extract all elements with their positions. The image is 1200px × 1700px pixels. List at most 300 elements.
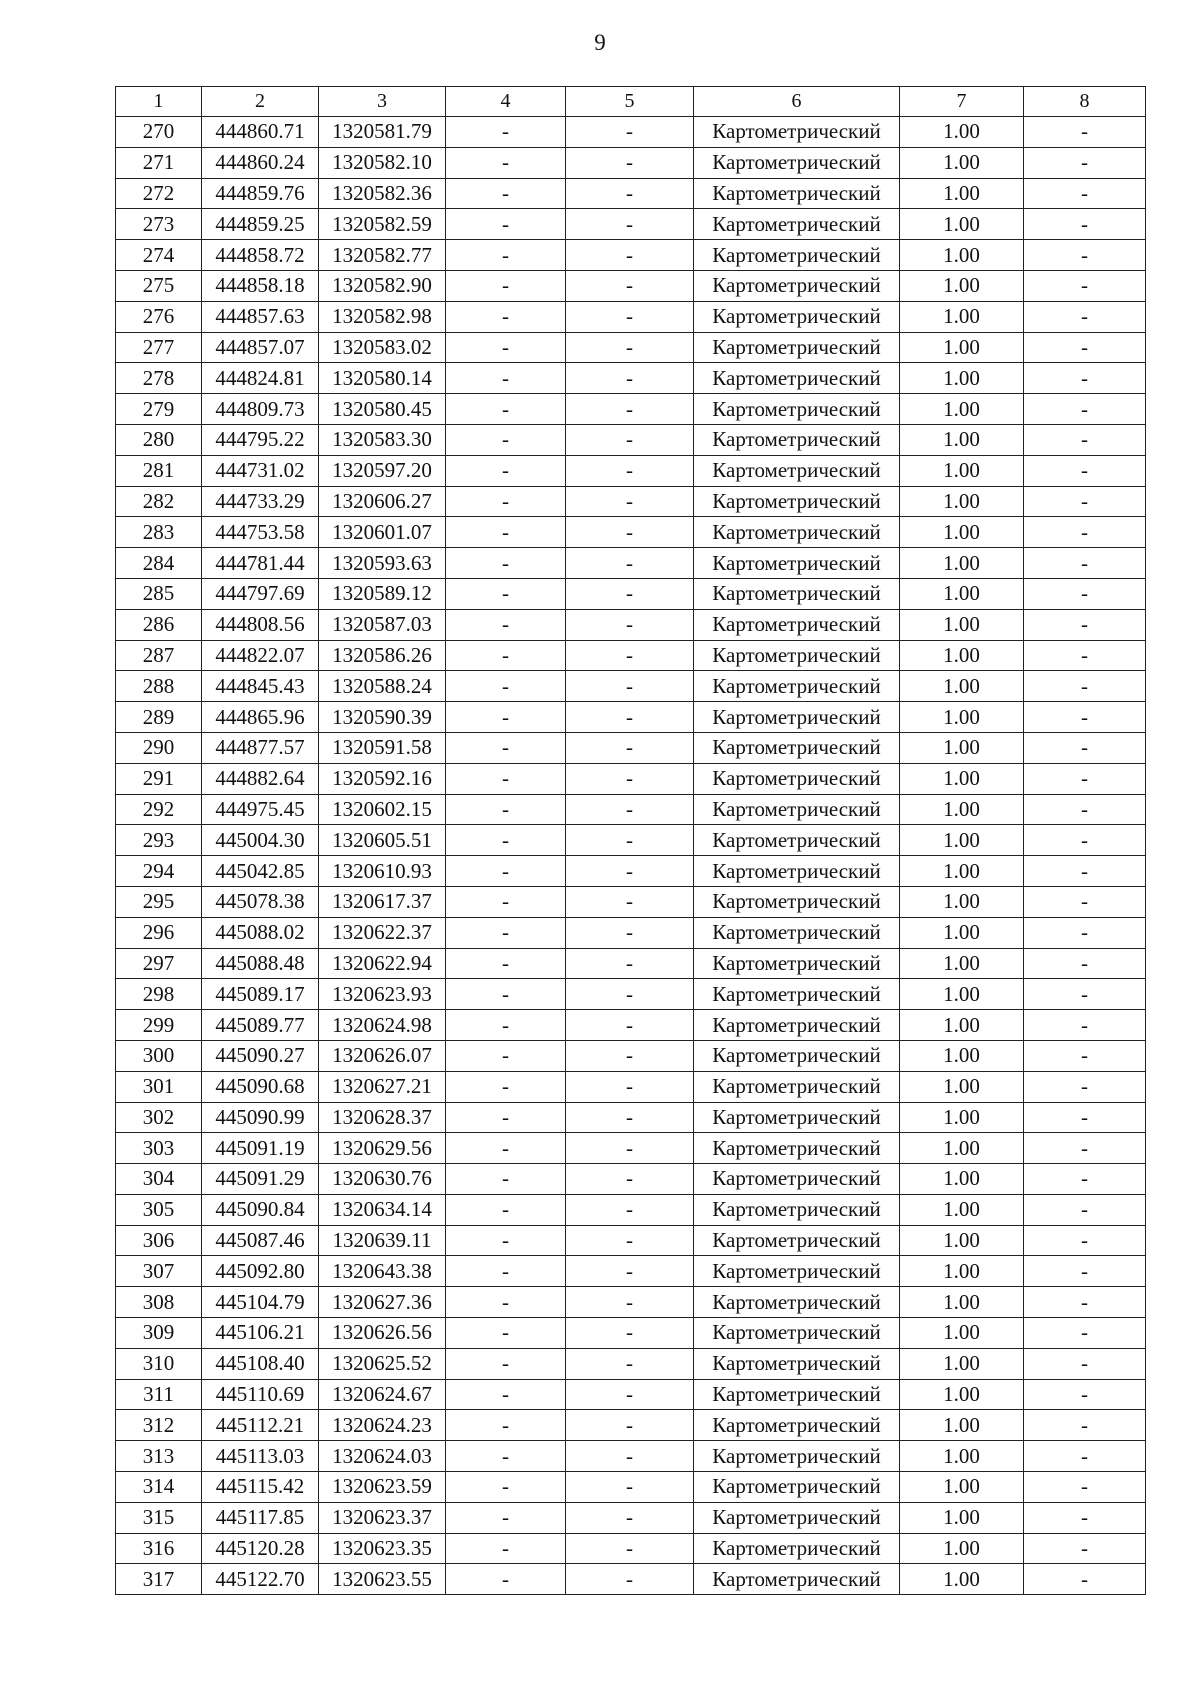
col5-cell: - <box>566 578 694 609</box>
col8-cell: - <box>1024 609 1146 640</box>
col8-cell: - <box>1024 1564 1146 1595</box>
y-coordinate-cell: 1320626.07 <box>319 1040 446 1071</box>
col8-cell: - <box>1024 979 1146 1010</box>
y-coordinate-cell: 1320627.21 <box>319 1071 446 1102</box>
table-row <box>116 1287 1146 1318</box>
x-coordinate-cell: 445088.48 <box>202 948 319 979</box>
y-coordinate-cell: 1320634.14 <box>319 1194 446 1225</box>
method-cell: Картометрический <box>694 1564 900 1595</box>
y-coordinate-cell: 1320586.26 <box>319 640 446 671</box>
method-cell: Картометрический <box>694 332 900 363</box>
col4-cell: - <box>446 1379 566 1410</box>
accuracy-cell: 1.00 <box>900 1441 1024 1472</box>
y-coordinate-cell: 1320582.98 <box>319 301 446 332</box>
table-row <box>116 424 1146 455</box>
col8-cell: - <box>1024 578 1146 609</box>
col4-cell: - <box>446 147 566 178</box>
x-coordinate-cell: 444822.07 <box>202 640 319 671</box>
col8-cell: - <box>1024 1102 1146 1133</box>
accuracy-cell: 1.00 <box>900 363 1024 394</box>
col5-cell: - <box>566 1348 694 1379</box>
method-cell: Картометрический <box>694 1164 900 1195</box>
col8-cell: - <box>1024 209 1146 240</box>
point-number-cell: 271 <box>116 147 202 178</box>
point-number-cell: 314 <box>116 1472 202 1503</box>
x-coordinate-cell: 444860.24 <box>202 147 319 178</box>
point-number-cell: 305 <box>116 1194 202 1225</box>
table-row <box>116 856 1146 887</box>
table-row <box>116 1348 1146 1379</box>
col4-cell: - <box>446 486 566 517</box>
table-row <box>116 147 1146 178</box>
point-number-cell: 290 <box>116 732 202 763</box>
method-cell: Картометрический <box>694 825 900 856</box>
x-coordinate-cell: 445110.69 <box>202 1379 319 1410</box>
method-cell: Картометрический <box>694 917 900 948</box>
x-coordinate-cell: 444882.64 <box>202 763 319 794</box>
table-row <box>116 609 1146 640</box>
y-coordinate-cell: 1320590.39 <box>319 702 446 733</box>
point-number-cell: 317 <box>116 1564 202 1595</box>
col8-cell: - <box>1024 856 1146 887</box>
accuracy-cell: 1.00 <box>900 117 1024 148</box>
y-coordinate-cell: 1320580.45 <box>319 394 446 425</box>
column-header: 6 <box>694 87 900 117</box>
col5-cell: - <box>566 917 694 948</box>
point-number-cell: 286 <box>116 609 202 640</box>
col8-cell: - <box>1024 486 1146 517</box>
table-row <box>116 301 1146 332</box>
col5-cell: - <box>566 1564 694 1595</box>
x-coordinate-cell: 444753.58 <box>202 517 319 548</box>
y-coordinate-cell: 1320643.38 <box>319 1256 446 1287</box>
x-coordinate-cell: 444733.29 <box>202 486 319 517</box>
accuracy-cell: 1.00 <box>900 1010 1024 1041</box>
col8-cell: - <box>1024 1040 1146 1071</box>
table-row <box>116 455 1146 486</box>
y-coordinate-cell: 1320582.59 <box>319 209 446 240</box>
col8-cell: - <box>1024 301 1146 332</box>
method-cell: Картометрический <box>694 702 900 733</box>
point-number-cell: 291 <box>116 763 202 794</box>
table-row <box>116 1133 1146 1164</box>
x-coordinate-cell: 445108.40 <box>202 1348 319 1379</box>
point-number-cell: 311 <box>116 1379 202 1410</box>
y-coordinate-cell: 1320582.10 <box>319 147 446 178</box>
accuracy-cell: 1.00 <box>900 979 1024 1010</box>
x-coordinate-cell: 444860.71 <box>202 117 319 148</box>
col4-cell: - <box>446 1410 566 1441</box>
table-row <box>116 1194 1146 1225</box>
col5-cell: - <box>566 424 694 455</box>
accuracy-cell: 1.00 <box>900 240 1024 271</box>
y-coordinate-cell: 1320629.56 <box>319 1133 446 1164</box>
table-row <box>116 1071 1146 1102</box>
method-cell: Картометрический <box>694 117 900 148</box>
col4-cell: - <box>446 332 566 363</box>
point-number-cell: 316 <box>116 1533 202 1564</box>
accuracy-cell: 1.00 <box>900 301 1024 332</box>
accuracy-cell: 1.00 <box>900 1348 1024 1379</box>
method-cell: Картометрический <box>694 640 900 671</box>
table-row <box>116 702 1146 733</box>
col5-cell: - <box>566 702 694 733</box>
y-coordinate-cell: 1320623.35 <box>319 1533 446 1564</box>
col5-cell: - <box>566 1194 694 1225</box>
accuracy-cell: 1.00 <box>900 178 1024 209</box>
table-row <box>116 1564 1146 1595</box>
y-coordinate-cell: 1320623.55 <box>319 1564 446 1595</box>
point-number-cell: 298 <box>116 979 202 1010</box>
point-number-cell: 309 <box>116 1318 202 1349</box>
col5-cell: - <box>566 671 694 702</box>
point-number-cell: 281 <box>116 455 202 486</box>
col8-cell: - <box>1024 702 1146 733</box>
point-number-cell: 277 <box>116 332 202 363</box>
table-row <box>116 363 1146 394</box>
x-coordinate-cell: 444858.72 <box>202 240 319 271</box>
col8-cell: - <box>1024 825 1146 856</box>
accuracy-cell: 1.00 <box>900 1564 1024 1595</box>
point-number-cell: 276 <box>116 301 202 332</box>
point-number-cell: 272 <box>116 178 202 209</box>
point-number-cell: 299 <box>116 1010 202 1041</box>
col5-cell: - <box>566 1472 694 1503</box>
table-row <box>116 517 1146 548</box>
col4-cell: - <box>446 856 566 887</box>
x-coordinate-cell: 445004.30 <box>202 825 319 856</box>
point-number-cell: 302 <box>116 1102 202 1133</box>
column-header: 4 <box>446 87 566 117</box>
table-row <box>116 240 1146 271</box>
y-coordinate-cell: 1320626.56 <box>319 1318 446 1349</box>
method-cell: Картометрический <box>694 1256 900 1287</box>
method-cell: Картометрический <box>694 1102 900 1133</box>
table-row <box>116 1379 1146 1410</box>
y-coordinate-cell: 1320588.24 <box>319 671 446 702</box>
method-cell: Картометрический <box>694 1502 900 1533</box>
col4-cell: - <box>446 979 566 1010</box>
point-number-cell: 287 <box>116 640 202 671</box>
accuracy-cell: 1.00 <box>900 1256 1024 1287</box>
method-cell: Картометрический <box>694 886 900 917</box>
col4-cell: - <box>446 917 566 948</box>
col5-cell: - <box>566 1133 694 1164</box>
y-coordinate-cell: 1320624.98 <box>319 1010 446 1041</box>
point-number-cell: 289 <box>116 702 202 733</box>
col4-cell: - <box>446 1225 566 1256</box>
method-cell: Картометрический <box>694 979 900 1010</box>
col5-cell: - <box>566 209 694 240</box>
point-number-cell: 315 <box>116 1502 202 1533</box>
method-cell: Картометрический <box>694 1472 900 1503</box>
y-coordinate-cell: 1320623.37 <box>319 1502 446 1533</box>
y-coordinate-cell: 1320606.27 <box>319 486 446 517</box>
x-coordinate-cell: 445089.17 <box>202 979 319 1010</box>
x-coordinate-cell: 445078.38 <box>202 886 319 917</box>
table-row <box>116 1040 1146 1071</box>
method-cell: Картометрический <box>694 671 900 702</box>
point-number-cell: 279 <box>116 394 202 425</box>
method-cell: Картометрический <box>694 948 900 979</box>
table-row <box>116 917 1146 948</box>
col5-cell: - <box>566 1071 694 1102</box>
accuracy-cell: 1.00 <box>900 1071 1024 1102</box>
col8-cell: - <box>1024 1472 1146 1503</box>
y-coordinate-cell: 1320601.07 <box>319 517 446 548</box>
col5-cell: - <box>566 363 694 394</box>
accuracy-cell: 1.00 <box>900 270 1024 301</box>
column-header: 5 <box>566 87 694 117</box>
x-coordinate-cell: 445091.19 <box>202 1133 319 1164</box>
accuracy-cell: 1.00 <box>900 486 1024 517</box>
table-row <box>116 671 1146 702</box>
col4-cell: - <box>446 763 566 794</box>
col5-cell: - <box>566 732 694 763</box>
col4-cell: - <box>446 455 566 486</box>
col5-cell: - <box>566 240 694 271</box>
col5-cell: - <box>566 763 694 794</box>
col5-cell: - <box>566 301 694 332</box>
x-coordinate-cell: 444865.96 <box>202 702 319 733</box>
col4-cell: - <box>446 948 566 979</box>
col5-cell: - <box>566 270 694 301</box>
col8-cell: - <box>1024 640 1146 671</box>
method-cell: Картометрический <box>694 1287 900 1318</box>
accuracy-cell: 1.00 <box>900 517 1024 548</box>
col4-cell: - <box>446 240 566 271</box>
x-coordinate-cell: 445120.28 <box>202 1533 319 1564</box>
table-row <box>116 948 1146 979</box>
col8-cell: - <box>1024 794 1146 825</box>
table-row <box>116 332 1146 363</box>
table-row <box>116 394 1146 425</box>
y-coordinate-cell: 1320592.16 <box>319 763 446 794</box>
col8-cell: - <box>1024 240 1146 271</box>
method-cell: Картометрический <box>694 394 900 425</box>
y-coordinate-cell: 1320610.93 <box>319 856 446 887</box>
table-row <box>116 732 1146 763</box>
method-cell: Картометрический <box>694 763 900 794</box>
col5-cell: - <box>566 979 694 1010</box>
col5-cell: - <box>566 1225 694 1256</box>
x-coordinate-cell: 444857.63 <box>202 301 319 332</box>
accuracy-cell: 1.00 <box>900 917 1024 948</box>
col8-cell: - <box>1024 1225 1146 1256</box>
point-number-cell: 310 <box>116 1348 202 1379</box>
x-coordinate-cell: 445042.85 <box>202 856 319 887</box>
x-coordinate-cell: 445112.21 <box>202 1410 319 1441</box>
col5-cell: - <box>566 1102 694 1133</box>
point-number-cell: 300 <box>116 1040 202 1071</box>
col4-cell: - <box>446 270 566 301</box>
table-row <box>116 1102 1146 1133</box>
col8-cell: - <box>1024 1194 1146 1225</box>
accuracy-cell: 1.00 <box>900 332 1024 363</box>
accuracy-cell: 1.00 <box>900 702 1024 733</box>
col8-cell: - <box>1024 517 1146 548</box>
col8-cell: - <box>1024 1441 1146 1472</box>
col5-cell: - <box>566 1287 694 1318</box>
accuracy-cell: 1.00 <box>900 578 1024 609</box>
point-number-cell: 270 <box>116 117 202 148</box>
col8-cell: - <box>1024 763 1146 794</box>
y-coordinate-cell: 1320583.02 <box>319 332 446 363</box>
x-coordinate-cell: 445087.46 <box>202 1225 319 1256</box>
accuracy-cell: 1.00 <box>900 794 1024 825</box>
col5-cell: - <box>566 856 694 887</box>
x-coordinate-cell: 444857.07 <box>202 332 319 363</box>
y-coordinate-cell: 1320597.20 <box>319 455 446 486</box>
page-number: 9 <box>594 30 606 55</box>
table-row <box>116 270 1146 301</box>
x-coordinate-cell: 444877.57 <box>202 732 319 763</box>
accuracy-cell: 1.00 <box>900 548 1024 579</box>
x-coordinate-cell: 445089.77 <box>202 1010 319 1041</box>
col5-cell: - <box>566 1379 694 1410</box>
y-coordinate-cell: 1320617.37 <box>319 886 446 917</box>
point-number-cell: 274 <box>116 240 202 271</box>
table-row <box>116 794 1146 825</box>
col5-cell: - <box>566 1318 694 1349</box>
point-number-cell: 308 <box>116 1287 202 1318</box>
table-body <box>116 117 1146 1595</box>
col8-cell: - <box>1024 1410 1146 1441</box>
col4-cell: - <box>446 578 566 609</box>
x-coordinate-cell: 444808.56 <box>202 609 319 640</box>
y-coordinate-cell: 1320593.63 <box>319 548 446 579</box>
col5-cell: - <box>566 1256 694 1287</box>
method-cell: Картометрический <box>694 794 900 825</box>
point-number-cell: 292 <box>116 794 202 825</box>
y-coordinate-cell: 1320582.77 <box>319 240 446 271</box>
coordinates-table <box>115 86 1146 1595</box>
method-cell: Картометрический <box>694 301 900 332</box>
point-number-cell: 273 <box>116 209 202 240</box>
y-coordinate-cell: 1320630.76 <box>319 1164 446 1195</box>
y-coordinate-cell: 1320624.03 <box>319 1441 446 1472</box>
point-number-cell: 306 <box>116 1225 202 1256</box>
col4-cell: - <box>446 1502 566 1533</box>
accuracy-cell: 1.00 <box>900 1040 1024 1071</box>
y-coordinate-cell: 1320580.14 <box>319 363 446 394</box>
col4-cell: - <box>446 1318 566 1349</box>
table-row <box>116 1318 1146 1349</box>
col8-cell: - <box>1024 1071 1146 1102</box>
x-coordinate-cell: 445090.27 <box>202 1040 319 1071</box>
accuracy-cell: 1.00 <box>900 394 1024 425</box>
col8-cell: - <box>1024 147 1146 178</box>
method-cell: Картометрический <box>694 732 900 763</box>
table-row <box>116 886 1146 917</box>
table-row <box>116 117 1146 148</box>
x-coordinate-cell: 444809.73 <box>202 394 319 425</box>
accuracy-cell: 1.00 <box>900 1194 1024 1225</box>
x-coordinate-cell: 445090.68 <box>202 1071 319 1102</box>
col8-cell: - <box>1024 1010 1146 1041</box>
x-coordinate-cell: 445091.29 <box>202 1164 319 1195</box>
method-cell: Картометрический <box>694 517 900 548</box>
x-coordinate-cell: 445106.21 <box>202 1318 319 1349</box>
point-number-cell: 301 <box>116 1071 202 1102</box>
x-coordinate-cell: 445090.84 <box>202 1194 319 1225</box>
accuracy-cell: 1.00 <box>900 455 1024 486</box>
table-row <box>116 1010 1146 1041</box>
accuracy-cell: 1.00 <box>900 1287 1024 1318</box>
table-row <box>116 825 1146 856</box>
column-header: 7 <box>900 87 1024 117</box>
point-number-cell: 280 <box>116 424 202 455</box>
col4-cell: - <box>446 1533 566 1564</box>
method-cell: Картометрический <box>694 1040 900 1071</box>
x-coordinate-cell: 444975.45 <box>202 794 319 825</box>
method-cell: Картометрический <box>694 178 900 209</box>
col8-cell: - <box>1024 948 1146 979</box>
col5-cell: - <box>566 1040 694 1071</box>
x-coordinate-cell: 444858.18 <box>202 270 319 301</box>
x-coordinate-cell: 444731.02 <box>202 455 319 486</box>
accuracy-cell: 1.00 <box>900 1164 1024 1195</box>
col4-cell: - <box>446 209 566 240</box>
table-row <box>116 486 1146 517</box>
method-cell: Картометрический <box>694 363 900 394</box>
accuracy-cell: 1.00 <box>900 609 1024 640</box>
point-number-cell: 296 <box>116 917 202 948</box>
col5-cell: - <box>566 1533 694 1564</box>
col4-cell: - <box>446 1102 566 1133</box>
point-number-cell: 307 <box>116 1256 202 1287</box>
x-coordinate-cell: 445117.85 <box>202 1502 319 1533</box>
accuracy-cell: 1.00 <box>900 1133 1024 1164</box>
method-cell: Картометрический <box>694 270 900 301</box>
y-coordinate-cell: 1320581.79 <box>319 117 446 148</box>
col4-cell: - <box>446 825 566 856</box>
point-number-cell: 283 <box>116 517 202 548</box>
accuracy-cell: 1.00 <box>900 763 1024 794</box>
col4-cell: - <box>446 301 566 332</box>
table-row <box>116 178 1146 209</box>
y-coordinate-cell: 1320627.36 <box>319 1287 446 1318</box>
accuracy-cell: 1.00 <box>900 640 1024 671</box>
accuracy-cell: 1.00 <box>900 1102 1024 1133</box>
col5-cell: - <box>566 1441 694 1472</box>
col8-cell: - <box>1024 1256 1146 1287</box>
table-row <box>116 1410 1146 1441</box>
col4-cell: - <box>446 794 566 825</box>
method-cell: Картометрический <box>694 1225 900 1256</box>
col4-cell: - <box>446 424 566 455</box>
x-coordinate-cell: 445092.80 <box>202 1256 319 1287</box>
table-row <box>116 763 1146 794</box>
method-cell: Картометрический <box>694 578 900 609</box>
accuracy-cell: 1.00 <box>900 209 1024 240</box>
column-header: 1 <box>116 87 202 117</box>
table-row <box>116 1533 1146 1564</box>
y-coordinate-cell: 1320591.58 <box>319 732 446 763</box>
col5-cell: - <box>566 1164 694 1195</box>
col8-cell: - <box>1024 1164 1146 1195</box>
column-header: 8 <box>1024 87 1146 117</box>
col5-cell: - <box>566 609 694 640</box>
col5-cell: - <box>566 1010 694 1041</box>
method-cell: Картометрический <box>694 1133 900 1164</box>
y-coordinate-cell: 1320623.59 <box>319 1472 446 1503</box>
col8-cell: - <box>1024 424 1146 455</box>
col8-cell: - <box>1024 732 1146 763</box>
col5-cell: - <box>566 548 694 579</box>
col8-cell: - <box>1024 1348 1146 1379</box>
x-coordinate-cell: 445104.79 <box>202 1287 319 1318</box>
